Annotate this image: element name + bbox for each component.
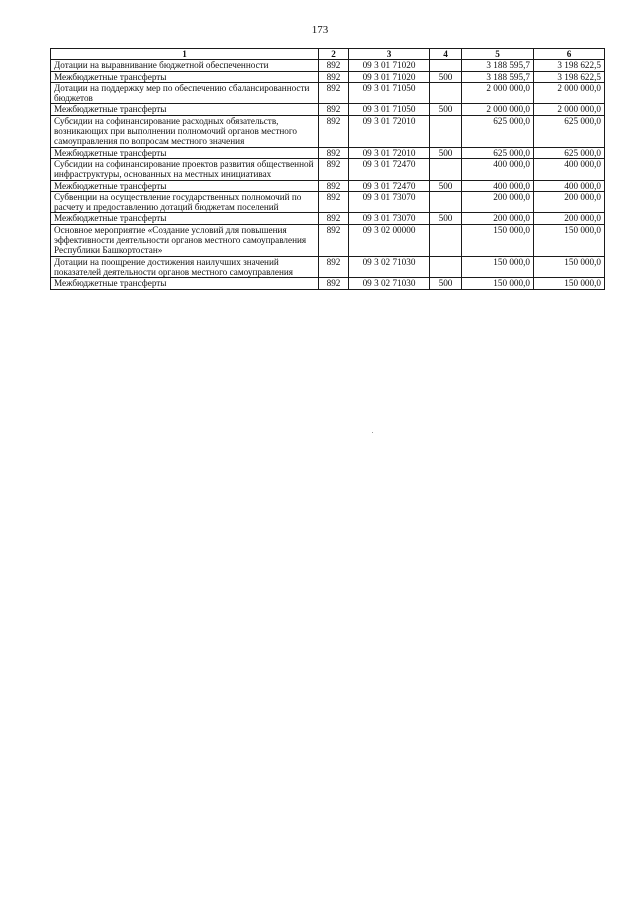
header-col-6: 6 xyxy=(534,49,605,60)
row-grbs-cell: 892 xyxy=(319,71,349,82)
row-vr-cell: 500 xyxy=(430,278,462,289)
header-col-5: 5 xyxy=(462,49,534,60)
row-sum2-cell: 150 000,0 xyxy=(534,256,605,278)
row-vr-cell xyxy=(430,224,462,256)
row-vr-cell: 500 xyxy=(430,147,462,158)
row-sum1-cell: 3 188 595,7 xyxy=(462,71,534,82)
row-csr-cell: 09 3 01 71020 xyxy=(349,60,430,71)
row-name-cell: Субсидии на софинансирование расходных обязательств, возникающих при выполнении полномочий органов местного самоуправления по вопросам местного значения xyxy=(51,115,319,147)
row-sum1-cell: 625 000,0 xyxy=(462,115,534,147)
row-name-cell: Дотации на поощрение достижения наилучших значений показателей деятельности органов местного самоуправления xyxy=(51,256,319,278)
row-name-cell: Основное мероприятие «Создание условий для повышения эффективности деятельности органов местного самоуправления Республики Башкортостан» xyxy=(51,224,319,256)
table-row xyxy=(51,224,605,256)
header-col-2: 2 xyxy=(319,49,349,60)
row-name-cell: Межбюджетные трансферты xyxy=(51,147,319,158)
row-grbs-cell: 892 xyxy=(319,104,349,115)
budget-table xyxy=(50,48,605,290)
table-row xyxy=(51,82,605,104)
row-sum2-cell: 2 000 000,0 xyxy=(534,104,605,115)
row-sum2-cell: 400 000,0 xyxy=(534,158,605,180)
table-row xyxy=(51,180,605,191)
row-sum2-cell: 3 198 622,5 xyxy=(534,71,605,82)
row-name-cell: Дотации на выравнивание бюджетной обеспеченности xyxy=(51,60,319,71)
row-vr-cell xyxy=(430,191,462,213)
row-csr-cell: 09 3 02 71030 xyxy=(349,256,430,278)
row-grbs-cell: 892 xyxy=(319,213,349,224)
row-sum1-cell: 200 000,0 xyxy=(462,191,534,213)
row-grbs-cell: 892 xyxy=(319,180,349,191)
row-csr-cell: 09 3 01 72010 xyxy=(349,115,430,147)
header-col-1: 1 xyxy=(51,49,319,60)
row-sum2-cell: 150 000,0 xyxy=(534,278,605,289)
table-row xyxy=(51,115,605,147)
row-sum2-cell: 200 000,0 xyxy=(534,213,605,224)
table-row xyxy=(51,191,605,213)
row-vr-cell xyxy=(430,60,462,71)
table-row xyxy=(51,71,605,82)
table-row xyxy=(51,158,605,180)
row-name-cell: Межбюджетные трансферты xyxy=(51,104,319,115)
row-csr-cell: 09 3 01 71050 xyxy=(349,104,430,115)
row-csr-cell: 09 3 02 00000 xyxy=(349,224,430,256)
row-sum2-cell: 150 000,0 xyxy=(534,224,605,256)
table-header-row xyxy=(51,49,605,60)
row-sum1-cell: 150 000,0 xyxy=(462,256,534,278)
row-csr-cell: 09 3 01 73070 xyxy=(349,213,430,224)
row-grbs-cell: 892 xyxy=(319,82,349,104)
row-vr-cell: 500 xyxy=(430,180,462,191)
row-sum1-cell: 400 000,0 xyxy=(462,180,534,191)
row-sum2-cell: 200 000,0 xyxy=(534,191,605,213)
row-sum1-cell: 2 000 000,0 xyxy=(462,82,534,104)
row-name-cell: Межбюджетные трансферты xyxy=(51,71,319,82)
table-row xyxy=(51,278,605,289)
row-vr-cell xyxy=(430,256,462,278)
row-name-cell: Межбюджетные трансферты xyxy=(51,213,319,224)
row-sum1-cell: 2 000 000,0 xyxy=(462,104,534,115)
row-sum1-cell: 200 000,0 xyxy=(462,213,534,224)
row-sum2-cell: 3 198 622,5 xyxy=(534,60,605,71)
table-row xyxy=(51,104,605,115)
row-vr-cell xyxy=(430,115,462,147)
row-grbs-cell: 892 xyxy=(319,60,349,71)
row-sum2-cell: 625 000,0 xyxy=(534,147,605,158)
scan-speck xyxy=(372,432,373,433)
row-sum2-cell: 400 000,0 xyxy=(534,180,605,191)
row-vr-cell: 500 xyxy=(430,71,462,82)
row-name-cell: Субвенции на осуществление государственных полномочий по расчету и предоставлению дотаций бюджетам поселений xyxy=(51,191,319,213)
row-sum2-cell: 2 000 000,0 xyxy=(534,82,605,104)
table-row xyxy=(51,213,605,224)
row-name-cell: Межбюджетные трансферты xyxy=(51,278,319,289)
row-sum1-cell: 3 188 595,7 xyxy=(462,60,534,71)
header-col-4: 4 xyxy=(430,49,462,60)
row-vr-cell: 500 xyxy=(430,104,462,115)
table-row xyxy=(51,256,605,278)
row-name-cell: Дотации на поддержку мер по обеспечению сбалансированности бюджетов xyxy=(51,82,319,104)
page-number: 173 xyxy=(311,24,329,36)
row-grbs-cell: 892 xyxy=(319,224,349,256)
row-grbs-cell: 892 xyxy=(319,147,349,158)
header-col-3: 3 xyxy=(349,49,430,60)
row-vr-cell: 500 xyxy=(430,213,462,224)
row-vr-cell xyxy=(430,82,462,104)
row-csr-cell: 09 3 01 72010 xyxy=(349,147,430,158)
row-grbs-cell: 892 xyxy=(319,278,349,289)
row-grbs-cell: 892 xyxy=(319,256,349,278)
row-name-cell: Субсидии на софинансирование проектов развития общественной инфраструктуры, основанных на местных инициативах xyxy=(51,158,319,180)
row-csr-cell: 09 3 01 72470 xyxy=(349,180,430,191)
row-grbs-cell: 892 xyxy=(319,158,349,180)
row-sum1-cell: 625 000,0 xyxy=(462,147,534,158)
row-grbs-cell: 892 xyxy=(319,115,349,147)
row-sum1-cell: 400 000,0 xyxy=(462,158,534,180)
row-csr-cell: 09 3 02 71030 xyxy=(349,278,430,289)
table-row xyxy=(51,147,605,158)
row-name-cell: Межбюджетные трансферты xyxy=(51,180,319,191)
row-csr-cell: 09 3 01 71020 xyxy=(349,71,430,82)
row-csr-cell: 09 3 01 71050 xyxy=(349,82,430,104)
row-csr-cell: 09 3 01 73070 xyxy=(349,191,430,213)
row-csr-cell: 09 3 01 72470 xyxy=(349,158,430,180)
table-row xyxy=(51,60,605,71)
row-sum2-cell: 625 000,0 xyxy=(534,115,605,147)
row-sum1-cell: 150 000,0 xyxy=(462,224,534,256)
row-vr-cell xyxy=(430,158,462,180)
row-grbs-cell: 892 xyxy=(319,191,349,213)
row-sum1-cell: 150 000,0 xyxy=(462,278,534,289)
